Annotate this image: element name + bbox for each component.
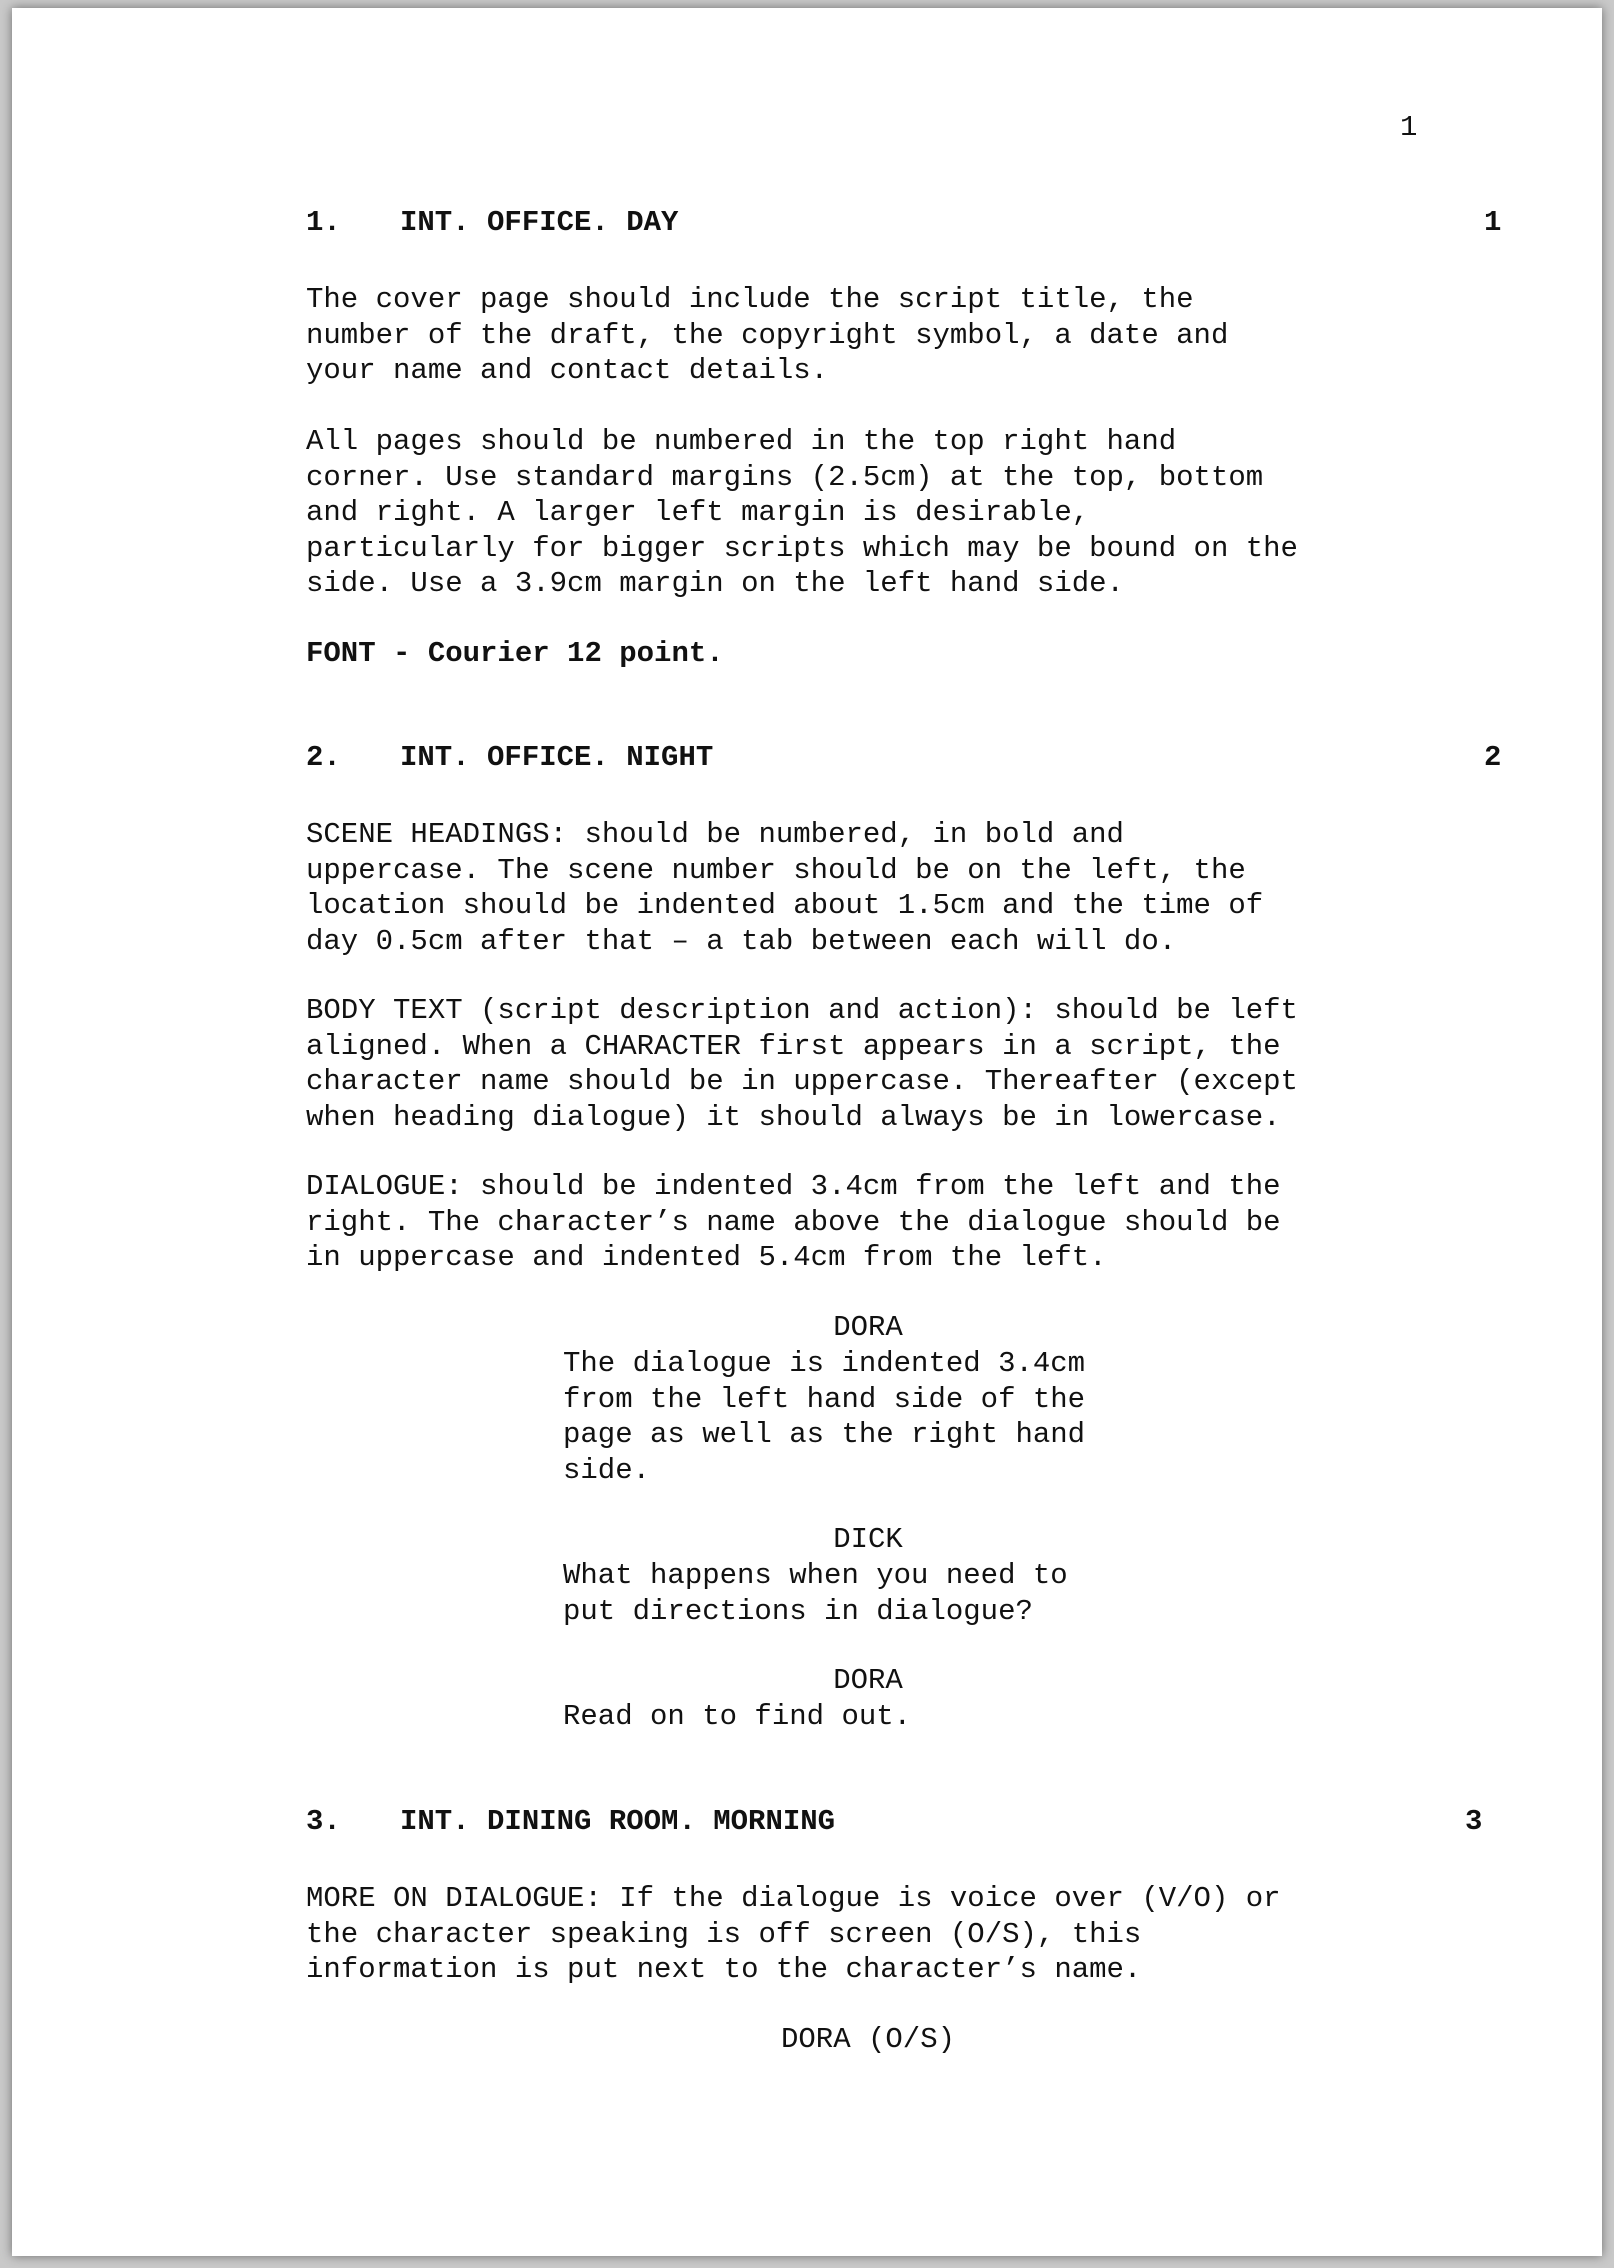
dialogue-2-character: DICK bbox=[833, 1523, 903, 1556]
dialogue-2-text: What happens when you need to put directions in dialogue? bbox=[563, 1559, 1068, 1628]
dialogue-1-text: The dialogue is indented 3.4cm from the left hand side of the page as well as the right hand side. bbox=[563, 1347, 1086, 1487]
scene-3-number-right: 3 bbox=[1465, 1805, 1483, 1838]
scene-2-heading: INT. OFFICE. NIGHT bbox=[400, 741, 714, 774]
scene-2-number: 2. bbox=[306, 741, 341, 774]
font-note: FONT - Courier 12 point. bbox=[306, 637, 724, 670]
scene-2-paragraph-1: SCENE HEADINGS: should be numbered, in bold and uppercase. The scene number should be on the left, the location should be indented about 1.5cm and the time of day 0.5cm after that – a tab between each will do. bbox=[306, 818, 1264, 958]
scene-1-heading: INT. OFFICE. DAY bbox=[400, 206, 679, 239]
dialogue-3-character: DORA bbox=[833, 1664, 903, 1697]
scene-1-paragraph-1: The cover page should include the script title, the number of the draft, the copyright symbol, a date and your name and contact details. bbox=[306, 283, 1229, 387]
scene-2-paragraph-3: DIALOGUE: should be indented 3.4cm from the left and the right. The character’s name above the dialogue should be in uppercase and indented 5.4cm from the left. bbox=[306, 1170, 1281, 1274]
page-number: 1 bbox=[1400, 111, 1418, 144]
scene-3-heading: INT. DINING ROOM. MORNING bbox=[400, 1805, 836, 1838]
scene-2-paragraph-2: BODY TEXT (script description and action): should be left aligned. When a CHARACTER first appears in a script, the character name should be in uppercase. Thereafter (except when heading dialogue) it should always be in lowercase. bbox=[306, 994, 1298, 1134]
scene-3-number: 3. bbox=[306, 1805, 341, 1838]
dialogue-3-text: Read on to find out. bbox=[563, 1700, 912, 1733]
dialogue-1-character: DORA bbox=[833, 1311, 903, 1344]
script-page bbox=[12, 8, 1602, 2256]
scene-1-paragraph-2: All pages should be numbered in the top right hand corner. Use standard margins (2.5cm) at the top, bottom and right. A larger left margin is desirable, particularly for bigger scripts which may be bound on the side. Use a 3.9cm margin on the left hand side. bbox=[306, 425, 1298, 600]
scene-3-character: DORA (O/S) bbox=[780, 2023, 956, 2056]
scene-1-number: 1. bbox=[306, 206, 341, 239]
scene-2-number-right: 2 bbox=[1484, 741, 1502, 774]
scene-3-paragraph-1: MORE ON DIALOGUE: If the dialogue is voice over (V/O) or the character speaking is off screen (O/S), this information is put next to the character’s name. bbox=[306, 1882, 1281, 1986]
scene-1-number-right: 1 bbox=[1484, 206, 1502, 239]
